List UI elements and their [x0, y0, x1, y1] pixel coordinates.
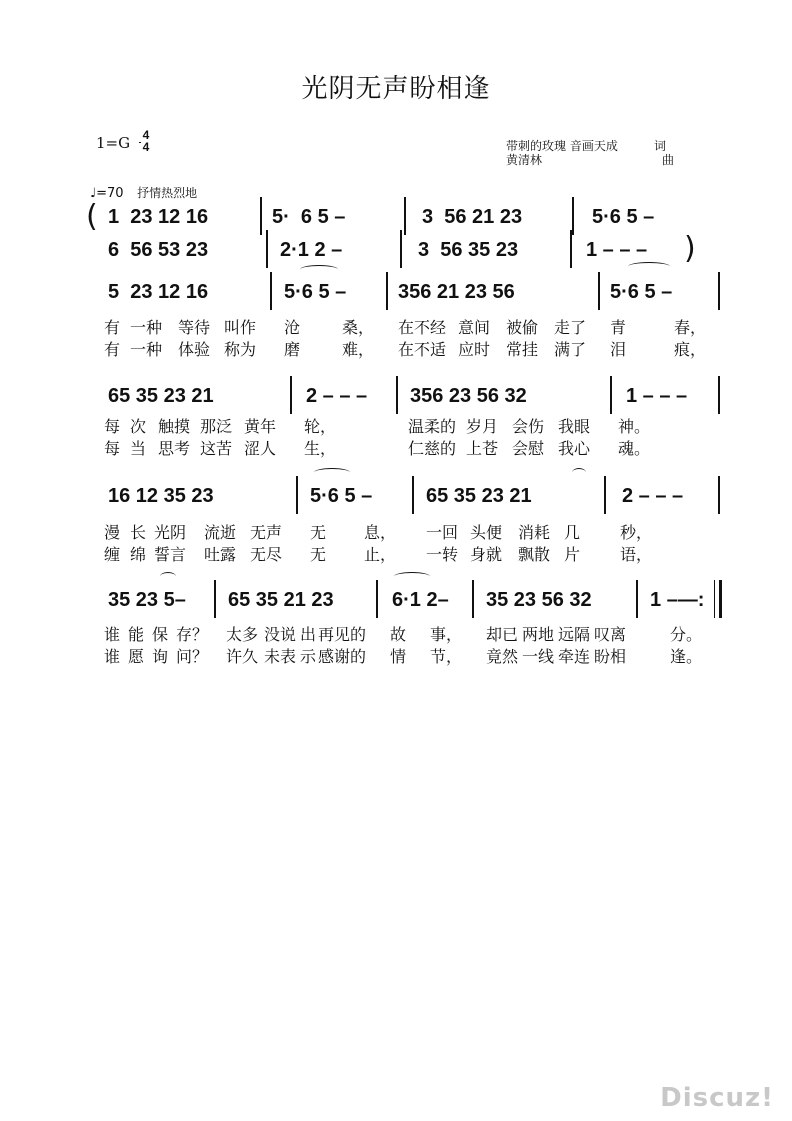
barline: [472, 580, 474, 618]
lyric-word: 两地: [522, 625, 555, 644]
lyric-word: 询: [152, 647, 169, 666]
lyric-word: 感谢的: [318, 647, 367, 666]
time-signature-top: 4: [142, 128, 150, 142]
lyric-word: 问？: [176, 647, 209, 666]
barline: [572, 197, 574, 235]
music-line-5: [100, 482, 720, 512]
measure: 356 21 23 56: [398, 281, 515, 303]
lyric-word: 黄年: [244, 417, 277, 436]
lyric-word: 无: [310, 523, 327, 542]
lyric-word: 再见的: [318, 625, 367, 644]
lyric-word: 未表: [264, 647, 297, 666]
measure: 5·6 5 –: [610, 281, 673, 303]
lyric-word: 出: [300, 625, 317, 644]
site-watermark-logo: Discuz!: [660, 1083, 774, 1113]
measure: 65 35 23 21: [108, 385, 214, 407]
lyric-word: 思考: [158, 439, 191, 458]
lyric-word: 温柔的: [408, 417, 457, 436]
lyric-word: 在不适: [398, 340, 447, 359]
lyric-word: 止，: [364, 545, 397, 564]
lyric-word: 示: [300, 647, 317, 666]
lyric-word: 头便: [470, 523, 503, 542]
lyric-word: 触摸: [158, 417, 191, 436]
barline: [260, 197, 262, 235]
composer-name: 黄清林: [506, 153, 543, 167]
lyric-word: 磨: [284, 340, 301, 359]
lyric-word: 这苦: [200, 439, 233, 458]
lyric-word: 事，: [430, 625, 463, 644]
tie-arc: [572, 468, 586, 477]
measure: 1 – – –: [626, 385, 688, 407]
lyric-word: 魂。: [618, 439, 651, 458]
lyric-word: 保: [152, 625, 169, 644]
tie-arc: [160, 572, 176, 581]
lyric-word: 身就: [470, 545, 503, 564]
lyric-word: 太多: [226, 625, 259, 644]
lyric-word: 一种: [130, 340, 163, 359]
music-line-6: [100, 586, 720, 616]
barline: [570, 230, 572, 268]
lyric-word: 岁月: [466, 417, 499, 436]
time-signature: [139, 129, 153, 153]
music-line-1: [100, 203, 720, 233]
lyric-word: 上苍: [466, 439, 499, 458]
lyric-word: 满了: [554, 340, 587, 359]
tie-arc: [300, 265, 338, 274]
final-barline-thin: [714, 580, 715, 618]
lyric-word: 几: [564, 523, 581, 542]
lyric-word: 无: [310, 545, 327, 564]
barline: [290, 376, 292, 414]
barline: [214, 580, 216, 618]
lyric-word: 消耗: [518, 523, 551, 542]
lyric-word: 叫作: [224, 318, 257, 337]
lyric-word: 谁: [104, 625, 121, 644]
lyric-word: 痕，: [674, 340, 707, 359]
lyric-word: 绵: [130, 545, 147, 564]
lyric-word: 会慰: [512, 439, 545, 458]
lyric-word: 盼相: [594, 647, 627, 666]
lyric-word: 次: [130, 417, 147, 436]
barline: [400, 230, 402, 268]
key-signature: 1=G: [96, 134, 131, 152]
barline: [396, 376, 398, 414]
time-signature-bottom: 4: [142, 140, 150, 154]
lyric-word: 誓言: [154, 545, 187, 564]
measure: 16 12 35 23: [108, 485, 214, 507]
measure: 6 56 53 23: [108, 239, 209, 261]
lyric-word: 牵连: [558, 647, 591, 666]
lyric-word: 息，: [364, 523, 397, 542]
lyric-word: 桑，: [342, 318, 375, 337]
barline: [412, 476, 414, 514]
lyric-word: 沧: [284, 318, 301, 337]
barline: [718, 376, 720, 414]
lyric-word: 漫: [104, 523, 121, 542]
measure: 3 56 35 23: [418, 239, 519, 261]
barline: [636, 580, 638, 618]
lyric-word: 一回: [426, 523, 459, 542]
barline: [266, 230, 268, 268]
repeat-close-paren: ): [684, 231, 696, 266]
lyric-word: 生，: [304, 439, 337, 458]
lyric-word: 仁慈的: [408, 439, 457, 458]
lyric-word: 秒，: [620, 523, 653, 542]
lyric-word: 缠: [104, 545, 121, 564]
music-line-2: [100, 231, 720, 266]
lyric-word: 难，: [342, 340, 375, 359]
measure: 35 23 5–: [108, 589, 186, 611]
measure: 6·1 2–: [392, 589, 449, 611]
lyric-word: 等待: [178, 318, 211, 337]
lyric-word: 谁: [104, 647, 121, 666]
lyric-word: 光阴: [154, 523, 187, 542]
lyricist-names: 带刺的玫瑰 音画天成: [506, 139, 618, 153]
lyric-word: 涩人: [244, 439, 277, 458]
measure: 2 – – –: [622, 485, 684, 507]
composer-credit: [506, 151, 675, 168]
lyric-word: 分。: [670, 625, 703, 644]
lyric-word: 每: [104, 439, 121, 458]
measure: 3 56 21 23: [422, 206, 523, 228]
lyric-word: 那泛: [200, 417, 233, 436]
measure: 2·1 2 –: [280, 239, 343, 261]
lyric-word: 体验: [178, 340, 211, 359]
lyric-word: 流逝: [204, 523, 237, 542]
lyric-word: 有: [104, 340, 121, 359]
measure: 1 23 12 16: [108, 206, 209, 228]
lyric-word: 愿: [128, 647, 145, 666]
barline: [610, 376, 612, 414]
lyric-word: 许久: [226, 647, 259, 666]
composer-role: 曲: [662, 153, 675, 167]
lyric-word: 远隔: [558, 625, 591, 644]
lyric-word: 常挂: [506, 340, 539, 359]
barline: [296, 476, 298, 514]
tie-arc: [628, 262, 670, 271]
tie-arc: [394, 572, 430, 581]
lyric-word: 一转: [426, 545, 459, 564]
measure: 65 35 23 21: [426, 485, 532, 507]
lyric-word: 一线: [522, 647, 555, 666]
lyric-word: 有: [104, 318, 121, 337]
lyric-word: 意间: [458, 318, 491, 337]
lyric-word: 当: [130, 439, 147, 458]
lyric-word: 叹离: [594, 625, 627, 644]
lyric-word: 我眼: [558, 417, 591, 436]
lyric-word: 吐露: [204, 545, 237, 564]
lyric-word: 片: [564, 545, 581, 564]
lyric-word: 走了: [554, 318, 587, 337]
barline: [404, 197, 406, 235]
music-line-3: [100, 278, 720, 308]
lyric-word: 存？: [176, 625, 209, 644]
final-barline-thick: [719, 580, 722, 618]
repeat-open-paren: (: [86, 199, 98, 234]
barline: [376, 580, 378, 618]
lyric-word: 会伤: [512, 417, 545, 436]
lyric-word: 却已: [486, 625, 519, 644]
lyric-word: 我心: [558, 439, 591, 458]
tempo-marking: [90, 184, 197, 201]
song-title: 光阴无声盼相逢: [301, 74, 491, 104]
barline: [386, 272, 388, 310]
lyric-word: 无尽: [250, 545, 283, 564]
lyric-word: 竟然: [486, 647, 519, 666]
lyric-word: 神。: [618, 417, 651, 436]
lyric-word: 节，: [430, 647, 463, 666]
barline: [718, 476, 720, 514]
measure: 5 23 12 16: [108, 281, 209, 303]
lyric-word: 能: [128, 625, 145, 644]
barline: [598, 272, 600, 310]
measure: 1 – – –: [586, 239, 648, 261]
lyric-word: 轮，: [304, 417, 337, 436]
measure: 5·6 5 –: [284, 281, 347, 303]
lyric-word: 飘散: [518, 545, 551, 564]
measure: 356 23 56 32: [410, 385, 527, 407]
lyric-word: 逢。: [670, 647, 703, 666]
lyric-word: 故: [390, 625, 407, 644]
barline: [718, 272, 720, 310]
lyric-role: 词: [654, 139, 667, 153]
lyric-word: 应时: [458, 340, 491, 359]
measure: 5·6 5 –: [592, 206, 655, 228]
lyric-word: 一种: [130, 318, 163, 337]
lyric-word: 泪: [610, 340, 627, 359]
lyric-word: 春，: [674, 318, 707, 337]
expression-marking: 抒情热烈地: [137, 186, 198, 200]
lyric-word: 情: [390, 647, 407, 666]
tempo-value: ♩=70: [90, 186, 124, 201]
measure: 5· 6 5 –: [272, 206, 346, 228]
lyric-word: 被偷: [506, 318, 539, 337]
barline: [270, 272, 272, 310]
measure: 65 35 21 23: [228, 589, 334, 611]
lyric-word: 没说: [264, 625, 297, 644]
lyric-word: 在不经: [398, 318, 447, 337]
lyric-word: 每: [104, 417, 121, 436]
measure: 5·6 5 –: [310, 485, 373, 507]
lyric-word: 长: [130, 523, 147, 542]
measure: 2 – – –: [306, 385, 368, 407]
barline: [604, 476, 606, 514]
lyric-word: 语，: [620, 545, 653, 564]
music-line-4: [100, 382, 720, 412]
lyric-word: 称为: [224, 340, 257, 359]
measure: 1 –—:: [650, 589, 705, 611]
lyric-word: 青: [610, 318, 627, 337]
lyric-word: 无声: [250, 523, 283, 542]
measure: 35 23 56 32: [486, 589, 592, 611]
tie-arc: [314, 468, 350, 477]
